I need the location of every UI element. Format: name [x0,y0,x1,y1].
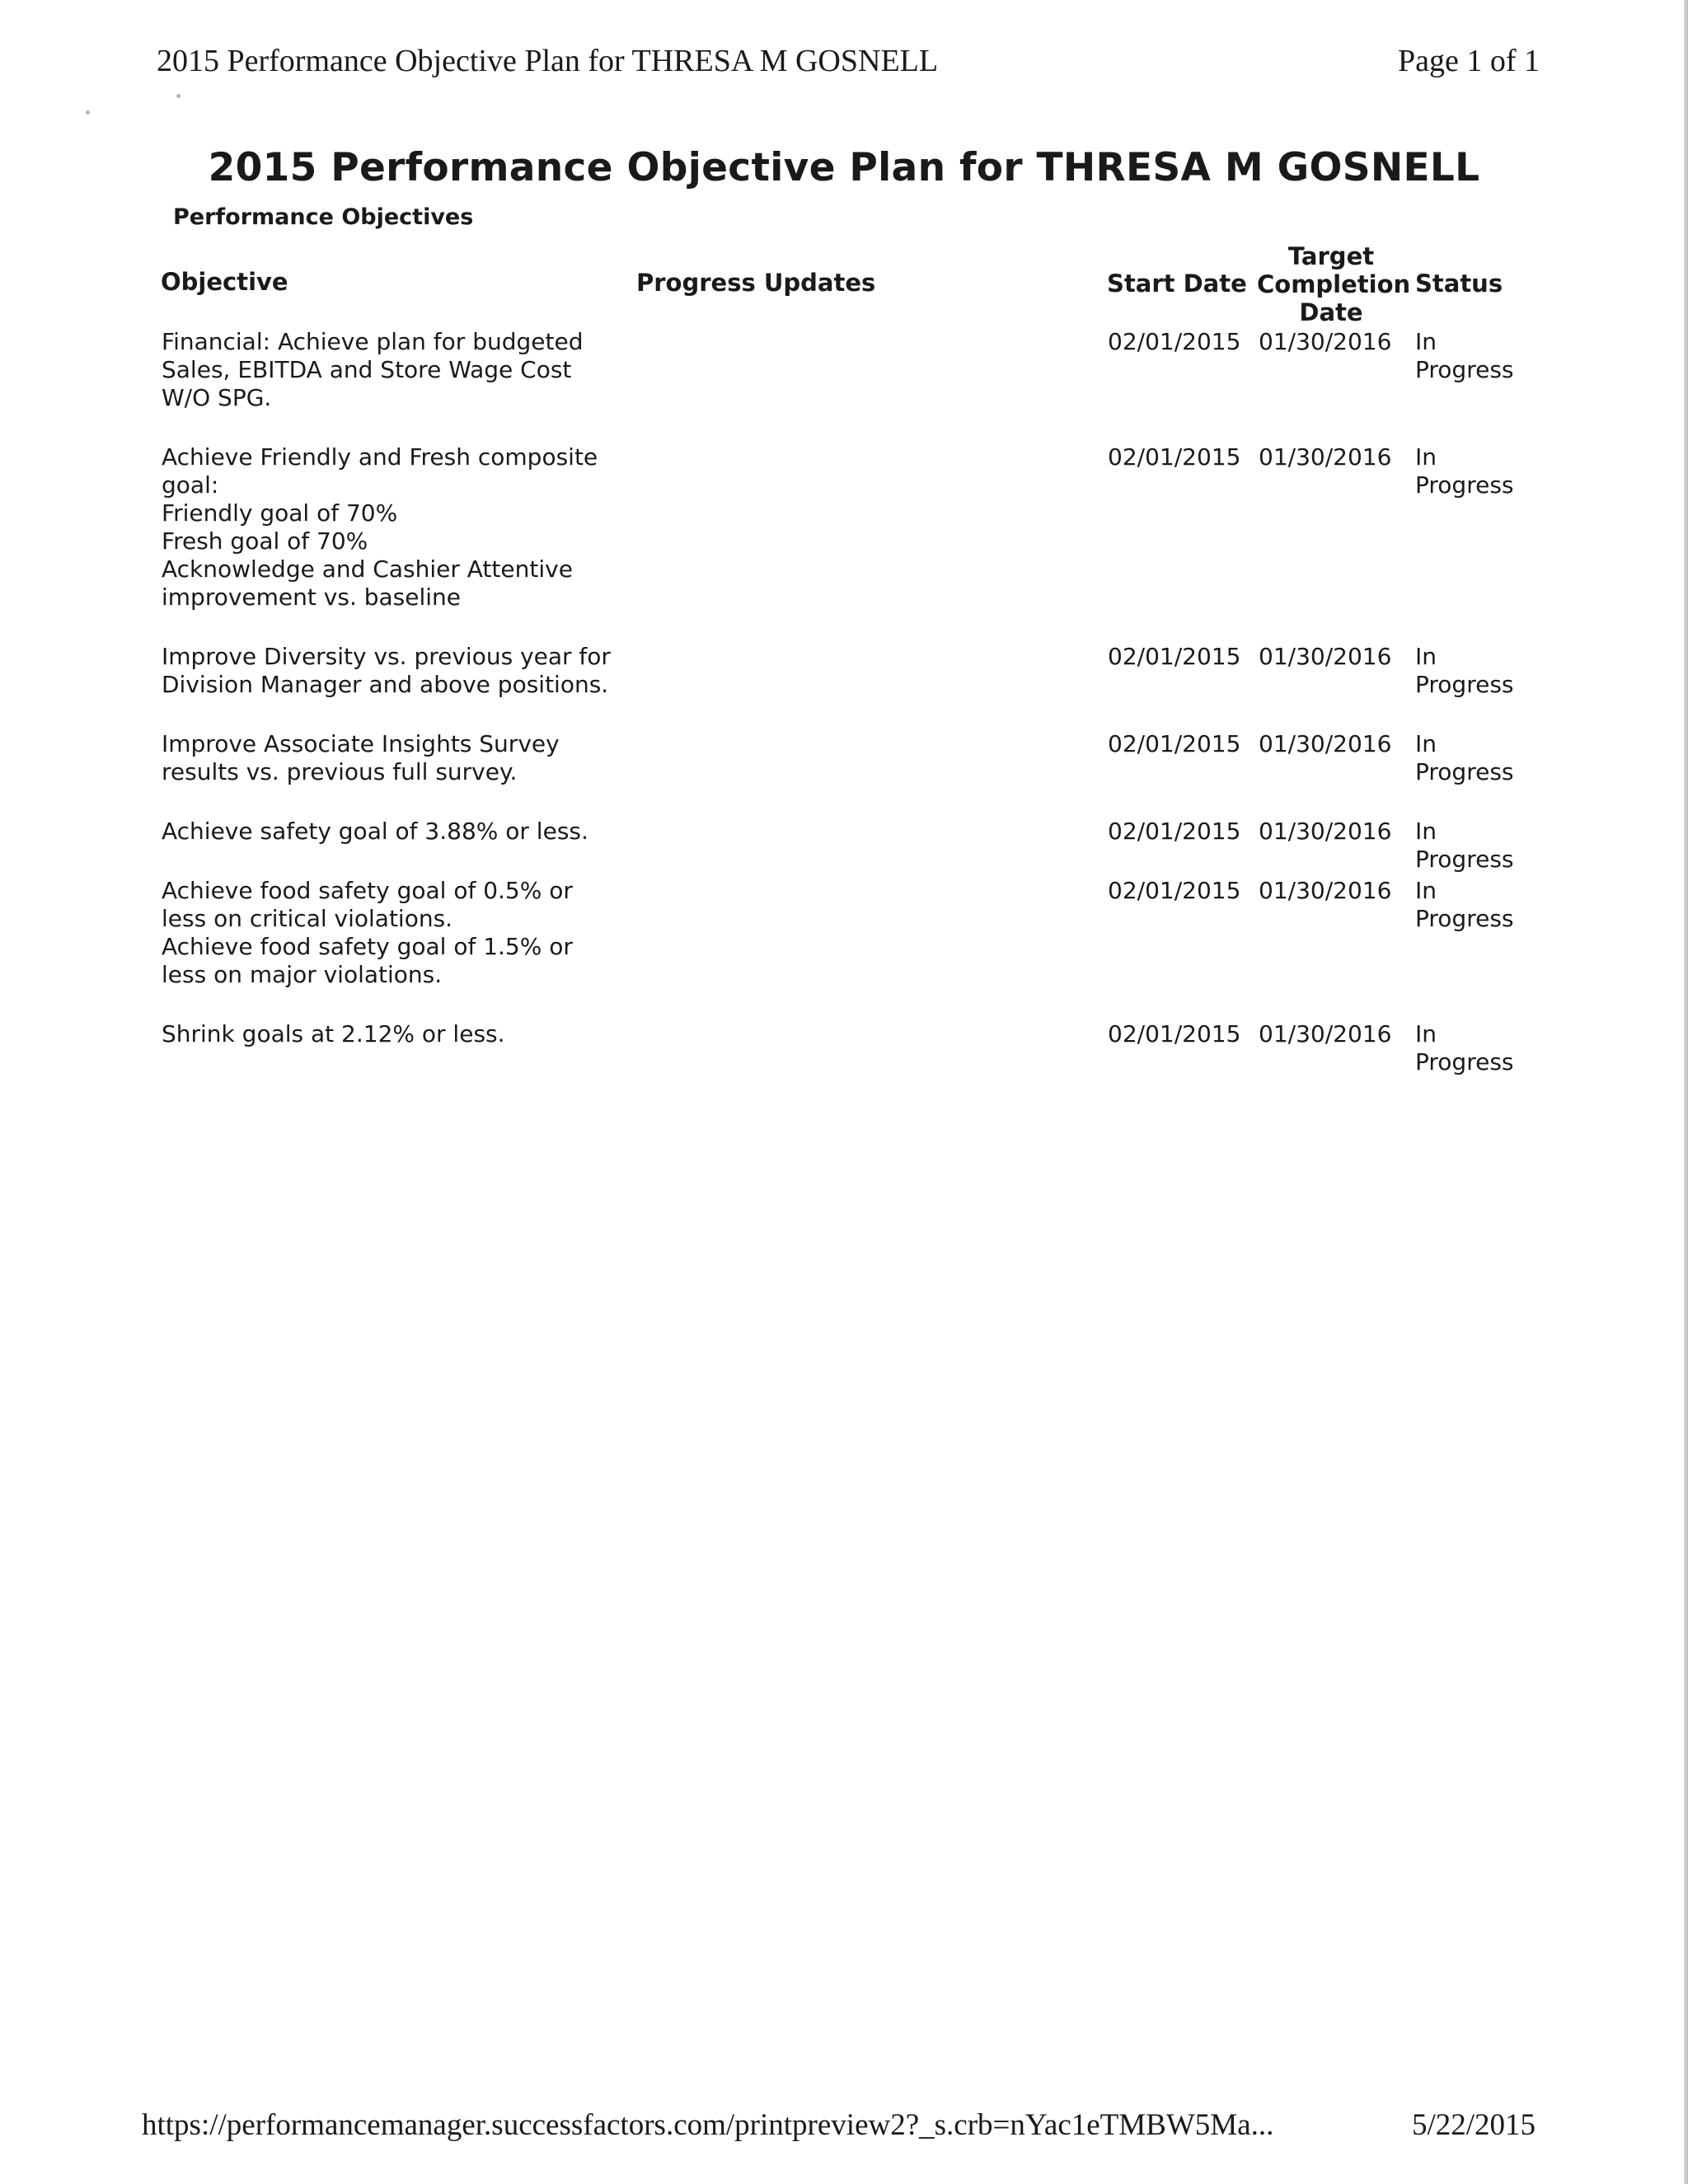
objective-text: Achieve Friendly and Fresh composite goal: Friendly goal of 70% Fresh goal of 70% Acknowledge and Cashier Attentive improvement vs. baseline [162,443,598,611]
objective-text: Achieve safety goal of 3.88% or less. [162,818,588,845]
column-header-start-date: Start Date [1107,269,1247,298]
objectives-table [0,328,1688,1106]
start-date: 02/01/2015 [1108,443,1241,471]
target-date: 01/30/2016 [1259,1020,1392,1047]
status: In Progress [1415,877,1514,932]
start-date: 02/01/2015 [1108,818,1241,845]
status: In Progress [1415,730,1514,785]
table-row [0,730,1688,786]
target-date: 01/30/2016 [1259,877,1392,904]
status: In Progress [1415,818,1514,873]
status: In Progress [1415,1020,1514,1076]
objective-text: Financial: Achieve plan for budgeted Sales, EBITDA and Store Wage Cost W/O SPG. [162,328,584,411]
start-date: 02/01/2015 [1108,730,1241,757]
table-row [0,643,1688,699]
table-row [0,328,1688,412]
column-header-status: Status [1415,269,1503,298]
target-date: 01/30/2016 [1259,443,1392,471]
target-date: 01/30/2016 [1259,643,1392,670]
start-date: 02/01/2015 [1108,328,1241,355]
start-date: 02/01/2015 [1108,1020,1241,1047]
objective-text: Improve Diversity vs. previous year for Division Manager and above positions. [162,643,611,698]
status: In Progress [1415,443,1514,499]
page-number: Page 1 of 1 [1397,44,1540,78]
column-header-target-completion-date: Target Completion Date [1257,242,1411,326]
table-row [0,1020,1688,1075]
section-label: Performance Objectives [173,204,474,230]
objective-text: Achieve food safety goal of 0.5% or less on critical violations. Achieve food safety goal of 1.5% or less on major violations. [162,877,573,988]
page-title: 2015 Performance Objective Plan for THRESA M GOSNELL [208,145,1480,190]
table-row [0,443,1688,612]
start-date: 02/01/2015 [1108,643,1241,670]
objective-text: Shrink goals at 2.12% or less. [162,1020,505,1047]
table-row [0,877,1688,989]
scan-speck [86,110,90,115]
column-header-progress-updates: Progress Updates [636,269,876,297]
scan-speck [176,94,181,98]
table-row [0,818,1688,872]
print-url: https://performancemanager.successfactors.com/printpreview2?_s.crb=nYac1eTMBW5Ma... [142,2108,1274,2142]
print-header [0,43,1688,92]
print-header-title: 2015 Performance Objective Plan for THRESA M GOSNELL [157,44,939,78]
column-header-objective: Objective [161,268,288,296]
status: In Progress [1415,643,1514,698]
target-date: 01/30/2016 [1259,328,1392,355]
target-date: 01/30/2016 [1259,818,1392,845]
objective-text: Improve Associate Insights Survey results vs. previous full survey. [162,730,560,785]
status: In Progress [1415,328,1514,383]
target-date: 01/30/2016 [1259,730,1392,757]
print-date: 5/22/2015 [1411,2108,1536,2142]
start-date: 02/01/2015 [1108,877,1241,904]
print-footer [0,2107,1688,2157]
